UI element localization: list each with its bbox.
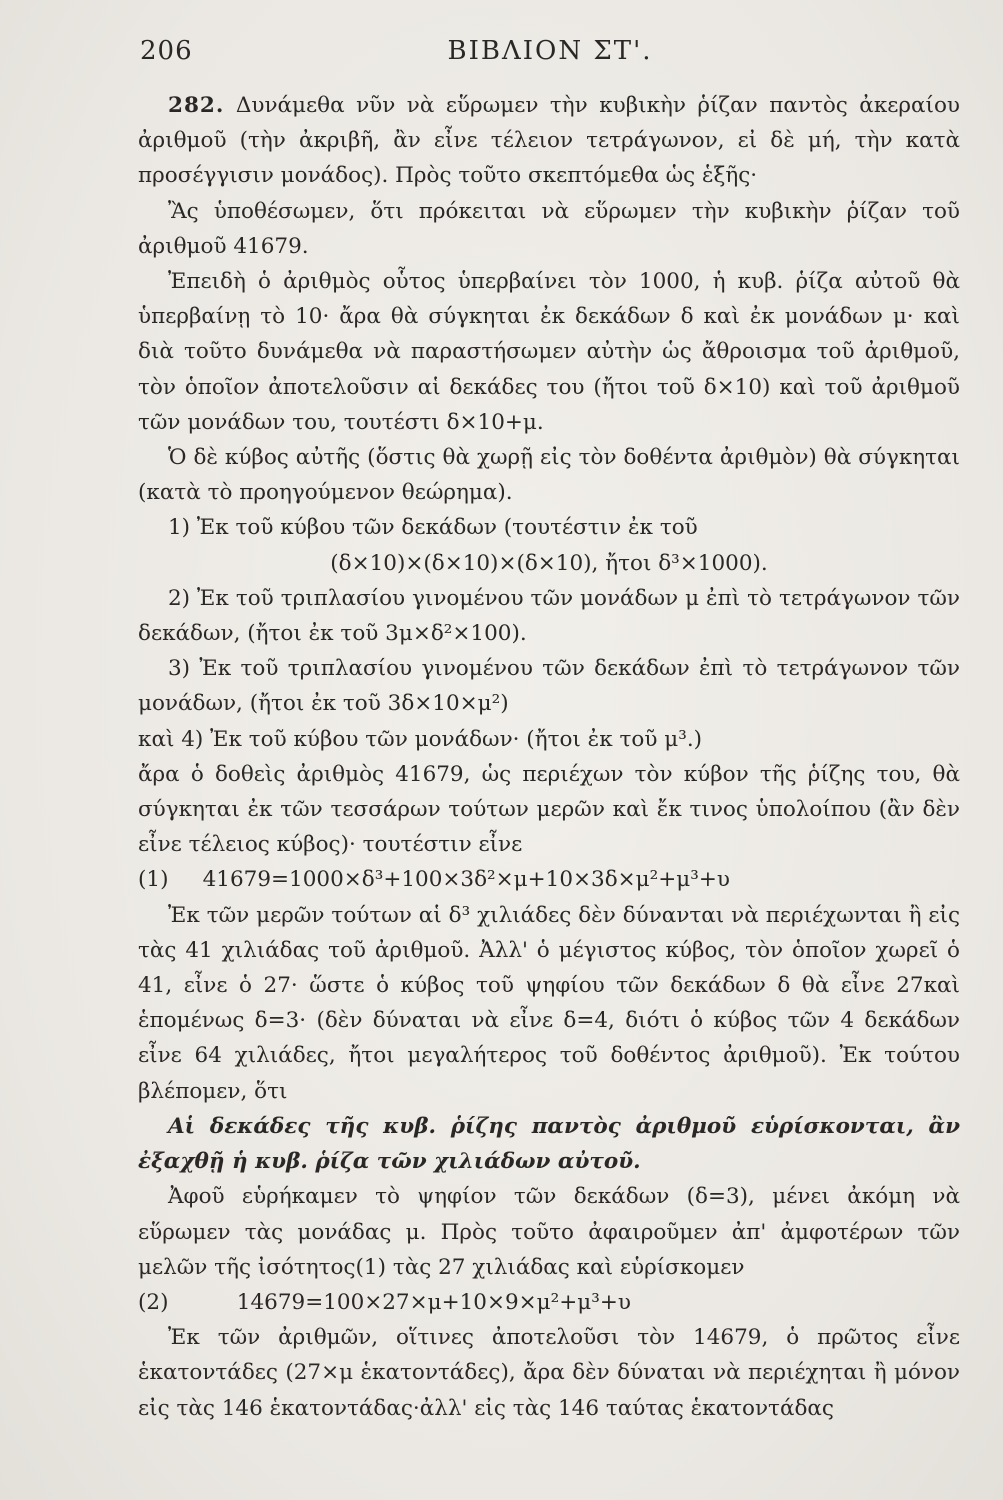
list-item-3: 3) Ἐκ τοῦ τριπλασίου γινομένου τῶν δεκάδων ἐπὶ τὸ τετράγωνον τῶν μονάδων, (ἤτοι ἐκ τοῦ 3δ×10×μ²) (138, 656, 960, 717)
formula-line: (δ×10)×(δ×10)×(δ×10), ἤτοι δ³×1000). (330, 550, 768, 576)
list-item-1: 1) Ἐκ τοῦ κύβου τῶν δεκάδων (τουτέστιν ἐκ τοῦ (168, 515, 698, 541)
paragraph: Ὁ δὲ κύβος αὐτῆς (ὅστις θὰ χωρῇ εἰς τὸν δοθέντα ἀριθμὸν) θὰ σύγκηται (κατὰ τὸ προηγούμενον θεώρημα). (138, 445, 960, 506)
paragraph: ἄρα ὁ δοθεὶς ἀριθμὸς 41679, ὡς περιέχων τὸν κύβον τῆς ῥίζης του, θὰ σύγκηται ἐκ τῶν τεσσάρων τούτων μερῶν καὶ ἔκ τινος ὑπολοίπου (ἂν δὲν εἶνε τέλειος κύβος)· τουτέστιν εἶνε (138, 761, 960, 858)
paragraph: Ἂς ὑποθέσωμεν, ὅτι πρόκειται νὰ εὕρωμεν τὴν κυβικὴν ῥίζαν τοῦ ἀριθμοῦ 41679. (138, 198, 960, 259)
paragraph: Ἐκ τῶν ἀριθμῶν, οἵτινες ἀποτελοῦσι τὸν 14679, ὁ πρῶτος εἶνε ἑκατοντάδες (27×μ ἑκατοντάδες), ἄρα δὲν δύναται νὰ περιέχηται ἢ μόνον εἰς τὰς 146 ἑκατοντάδας·ἀλλ' εἰς τὰς 146 ταύτας ἑκατοντάδας (138, 1325, 960, 1421)
page-body (138, 88, 960, 1426)
theorem-statement: Αἱ δεκάδες τῆς κυβ. ῥίζης παντὸς ἀριθμοῦ εὑρίσκονται, ἂν ἐξαχθῇ ἡ κυβ. ῥίζα τῶν χιλιάδων αὐτοῦ. (138, 1113, 960, 1175)
list-item-4: καὶ 4) Ἐκ τοῦ κύβου τῶν μονάδων· (ἤτοι ἐκ τοῦ μ³.) (138, 726, 703, 752)
page-number: 206 (140, 36, 193, 66)
section-number: 282. (168, 93, 225, 118)
list-item-2: 2) Ἐκ τοῦ τριπλασίου γινομένου τῶν μονάδων μ ἐπὶ τὸ τετράγωνον τῶν δεκάδων, (ἤτοι ἐκ τοῦ 3μ×δ²×100). (138, 585, 960, 647)
equation-1: (1) 41679=1000×δ³+100×3δ²×μ+10×3δ×μ²+μ³+υ (138, 867, 730, 893)
running-head: ΒΙΒΛΙΟΝ ΣΤ'. (447, 36, 653, 66)
paragraph-text: Δυνάμεθα νῦν νὰ εὕρωμεν τὴν κυβικὴν ῥίζαν παντὸς ἀκεραίου ἀριθμοῦ (τὴν ἀκριβῆ, ἂν εἶνε τέλειον τετράγωνον, εἰ δὲ μή, τὴν κατὰ προσέγγισιν μονάδος). Πρὸς τοῦτο σκεπτόμεθα ὡς ἑξῆς· (138, 93, 960, 189)
paragraph-section-282 (138, 88, 960, 194)
paragraph: Ἐπειδὴ ὁ ἀριθμὸς οὗτος ὑπερβαίνει τὸν 1000, ἡ κυβ. ῥίζα αὐτοῦ θὰ ὑπερβαίνῃ τὸ 10· ἄρα θὰ σύγκηται ἐκ δεκάδων δ καὶ ἐκ μονάδων μ· καὶ διὰ τοῦτο δυνάμεθα νὰ παραστήσωμεν αὐτὴν ὡς ἄθροισμα τοῦ ἀριθμοῦ, τὸν ὁποῖον ἀποτελοῦσιν αἱ δεκάδες του (ἤτοι τοῦ δ×10) καὶ τοῦ ἀριθμοῦ τῶν μονάδων του, τουτέστι δ×10+μ. (138, 269, 960, 435)
page-header (140, 36, 960, 76)
paragraph: Ἀφοῦ εὑρήκαμεν τὸ ψηφίον τῶν δεκάδων (δ=3), μένει ἀκόμη νὰ εὕρωμεν τὰς μονάδας μ. Πρὸς τοῦτο ἀφαιροῦμεν ἀπ' ἀμφοτέρων τῶν μελῶν τῆς ἰσότητος(1) τὰς 27 χιλιάδας καὶ εὑρίσκομεν (138, 1184, 960, 1280)
equation-2: (2) 14679=100×27×μ+10×9×μ²+μ³+υ (138, 1289, 631, 1315)
paragraph: Ἐκ τῶν μερῶν τούτων αἱ δ³ χιλιάδες δὲν δύνανται νὰ περιέχωνται ἢ εἰς τὰς 41 χιλιάδας τοῦ ἀριθμοῦ. Ἀλλ' ὁ μέγιστος κύβος, τὸν ὁποῖον χωρεῖ ὁ 41, εἶνε ὁ 27· ὥστε ὁ κύβος τοῦ ψηφίου τῶν δεκάδων δ θὰ εἶνε 27καὶ ἑπομένως δ=3· (δὲν δύναται νὰ εἶνε δ=4, διότι ὁ κύβος τῶν 4 δεκάδων εἶνε 64 χιλιάδες, ἤτοι μεγαλήτερος τοῦ δοθέντος ἀριθμοῦ). Ἐκ τούτου βλέπομεν, ὅτι (138, 902, 960, 1104)
